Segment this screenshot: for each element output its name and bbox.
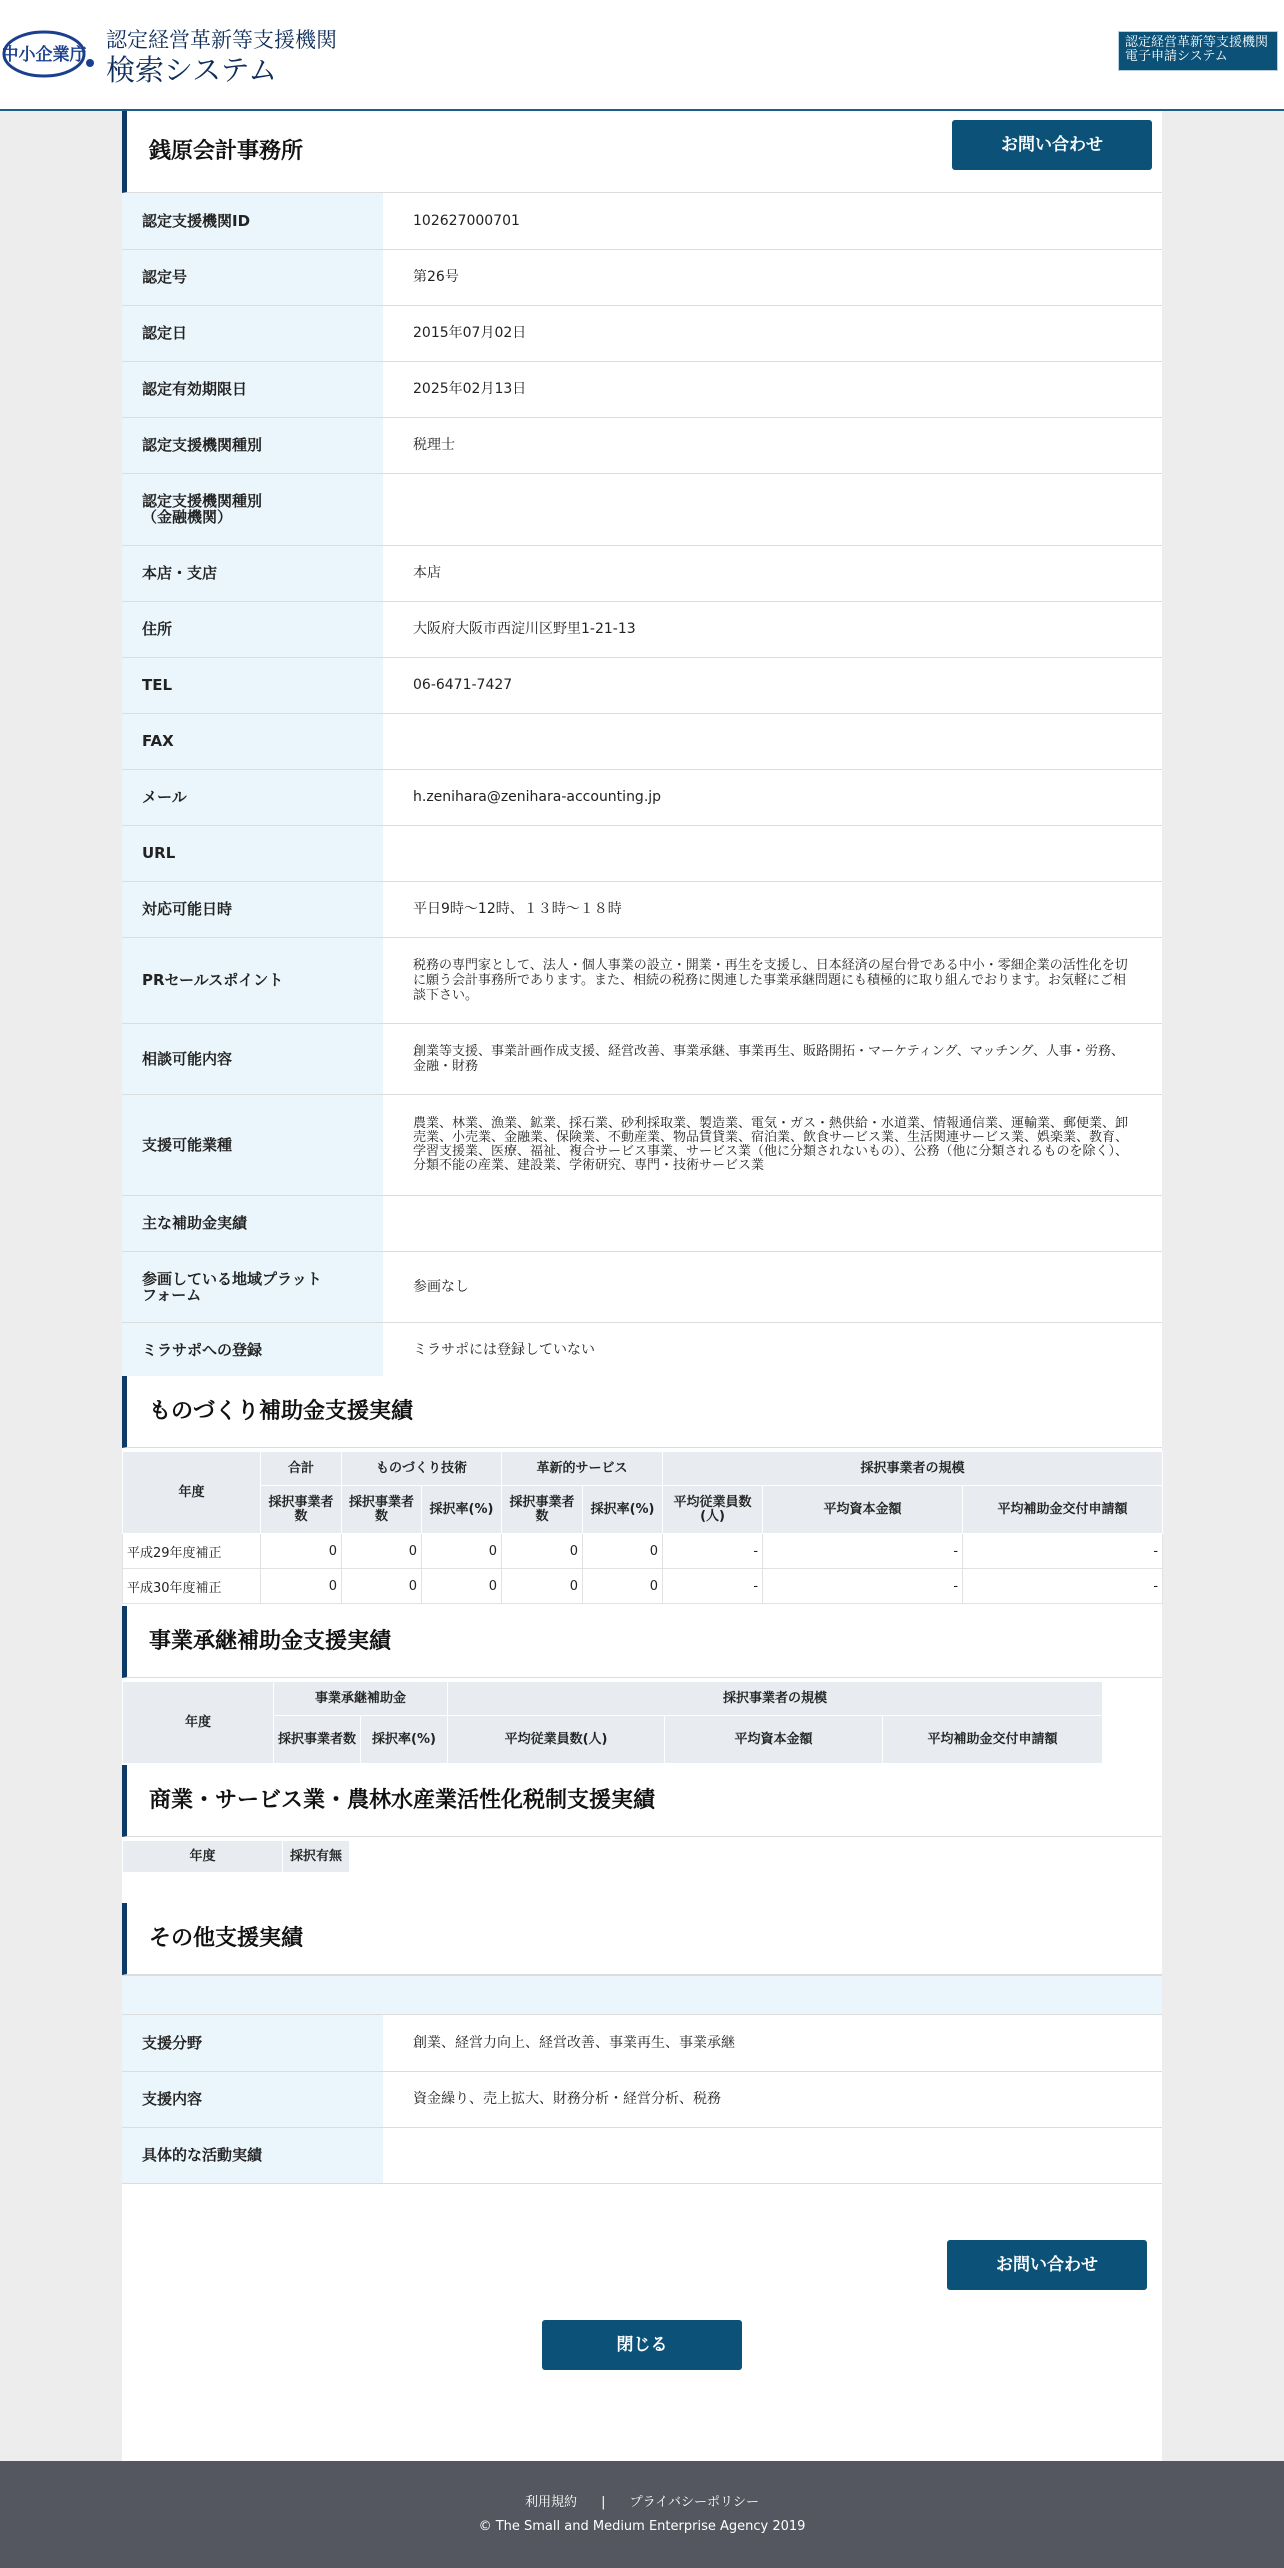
close-button[interactable]: 閉じる	[542, 2320, 742, 2370]
privacy-link[interactable]: プライバシーポリシー	[629, 2495, 760, 2510]
detail-row	[122, 1195, 1162, 1251]
detail-label: 認定有効期限日	[122, 361, 383, 417]
cell-year: 平成30年度補正	[123, 1569, 261, 1604]
cell: 0	[502, 1569, 583, 1604]
other-header	[122, 1903, 1162, 1975]
monozukuri-title: ものづくり補助金支援実績	[149, 1399, 414, 1424]
detail-value	[383, 2127, 1162, 2183]
jigyo-header	[122, 1606, 1162, 1678]
detail-value: 参画なし	[383, 1251, 1162, 1322]
contact-button-top[interactable]: お問い合わせ	[952, 120, 1152, 170]
col-rate: 採択率(%)	[422, 1486, 502, 1534]
detail-label: 支援分野	[122, 2015, 383, 2071]
zeisei-table	[122, 1840, 350, 1873]
e-application-line2: 電子申請システム	[1125, 49, 1228, 64]
site-title-main: 検索システム	[106, 53, 278, 87]
terms-link[interactable]: 利用規約	[524, 2495, 577, 2510]
details-table	[122, 193, 1162, 1379]
detail-label: 認定号	[122, 249, 383, 305]
detail-row	[122, 937, 1162, 1023]
other-spacer-row	[122, 1975, 1162, 2015]
cell: -	[963, 1569, 1163, 1604]
detail-label: メール	[122, 769, 383, 825]
col-capital: 平均資本金額	[665, 1716, 883, 1764]
detail-value: 創業等支援、事業計画作成支援、経営改善、事業承継、事業再生、販路開拓・マーケティング、マッチング、人事・労務、金融・財務	[383, 1023, 1162, 1094]
detail-label: 参画している地域プラット フォーム	[122, 1251, 383, 1322]
detail-row	[122, 2015, 1162, 2071]
detail-value: 第26号	[383, 249, 1162, 305]
col-employees: 平均従業員数(人)	[663, 1486, 763, 1534]
org-header	[122, 111, 1162, 193]
site-title[interactable]	[106, 28, 337, 88]
col-capital: 平均資本金額	[763, 1486, 963, 1534]
detail-row	[122, 657, 1162, 713]
table-row	[123, 1534, 1163, 1569]
col-count: 採択事業者数	[261, 1486, 342, 1534]
cell: -	[763, 1569, 963, 1604]
col-rate: 採択率(%)	[361, 1716, 448, 1764]
svg-text:中小企業庁: 中小企業庁	[2, 45, 87, 65]
jigyo-table	[122, 1681, 1103, 1764]
other-title: その他支援実績	[149, 1926, 304, 1951]
detail-value	[383, 473, 1162, 545]
detail-value: 大阪府大阪市西淀川区野里1-21-13	[383, 601, 1162, 657]
detail-row	[122, 1322, 1162, 1378]
other-table	[122, 2015, 1162, 2184]
detail-label: 認定日	[122, 305, 383, 361]
detail-value	[383, 825, 1162, 881]
col-group-scale: 採択事業者の規模	[448, 1682, 1103, 1716]
detail-label: 支援内容	[122, 2071, 383, 2127]
detail-label: 具体的な活動実績	[122, 2127, 383, 2183]
detail-label: 認定支援機関種別	[122, 417, 383, 473]
detail-row	[122, 2127, 1162, 2183]
detail-label: 相談可能内容	[122, 1023, 383, 1094]
detail-row	[122, 881, 1162, 937]
detail-value: 創業、経営力向上、経営改善、事業再生、事業承継	[383, 2015, 1162, 2071]
detail-value: 平日9時〜12時、１３時〜１８時	[383, 881, 1162, 937]
detail-label: 認定支援機関ID	[122, 193, 383, 249]
detail-value[interactable]: h.zenihara@zenihara-accounting.jp	[383, 769, 1162, 825]
cell: 0	[422, 1534, 502, 1569]
detail-label: 認定支援機関種別 （金融機関）	[122, 473, 383, 545]
detail-row	[122, 417, 1162, 473]
cell: 0	[583, 1534, 663, 1569]
detail-row	[122, 769, 1162, 825]
jigyo-title: 事業承継補助金支援実績	[149, 1629, 392, 1654]
detail-label: URL	[122, 825, 383, 881]
sme-agency-logo[interactable]	[2, 26, 94, 82]
cell: 0	[342, 1534, 422, 1569]
detail-label: 対応可能日時	[122, 881, 383, 937]
cell: -	[963, 1534, 1163, 1569]
detail-row	[122, 193, 1162, 249]
monozukuri-table	[122, 1451, 1163, 1604]
detail-value	[383, 713, 1162, 769]
detail-value	[383, 1195, 1162, 1251]
detail-label: PRセールスポイント	[122, 937, 383, 1023]
col-group-kakushin: 革新的サービス	[502, 1452, 663, 1486]
detail-value: 2025年02月13日	[383, 361, 1162, 417]
detail-row	[122, 601, 1162, 657]
detail-panel	[122, 111, 1162, 2461]
detail-row	[122, 473, 1162, 545]
e-application-line1: 認定経営革新等支援機関	[1125, 35, 1269, 50]
detail-row	[122, 249, 1162, 305]
detail-value: 税理士	[383, 417, 1162, 473]
site-header	[0, 0, 1284, 111]
footer-links	[0, 2495, 1284, 2511]
zeisei-header	[122, 1765, 1162, 1837]
cell: 0	[261, 1534, 342, 1569]
col-year: 年度	[123, 1682, 274, 1764]
detail-value: 本店	[383, 545, 1162, 601]
detail-label: ミラサポへの登録	[122, 1322, 383, 1378]
cell: 0	[583, 1569, 663, 1604]
detail-label: 支援可能業種	[122, 1094, 383, 1195]
detail-value: 06-6471-7427	[383, 657, 1162, 713]
detail-row	[122, 1023, 1162, 1094]
cell: 0	[422, 1569, 502, 1604]
site-title-sub: 認定経営革新等支援機関	[106, 28, 337, 52]
cell: -	[663, 1569, 763, 1604]
site-footer	[0, 2461, 1284, 2568]
detail-value: 資金繰り、売上拡大、財務分析・経営分析、税務	[383, 2071, 1162, 2127]
cell: 0	[342, 1569, 422, 1604]
col-count: 採択事業者数	[342, 1486, 422, 1534]
table-row	[123, 1569, 1163, 1604]
detail-row	[122, 361, 1162, 417]
copyright: © The Small and Medium Enterprise Agency 2019	[478, 2519, 806, 2534]
col-group-scale: 採択事業者の規模	[663, 1452, 1163, 1486]
detail-row	[122, 305, 1162, 361]
col-adopt: 採択有無	[283, 1841, 350, 1873]
detail-row	[122, 1251, 1162, 1322]
detail-label: 住所	[122, 601, 383, 657]
cell: -	[763, 1534, 963, 1569]
col-group-total: 合計	[261, 1452, 342, 1486]
org-name: 銭原会計事務所	[149, 139, 304, 164]
col-subsidy: 平均補助金交付申請額	[883, 1716, 1103, 1764]
col-year: 年度	[123, 1841, 283, 1873]
detail-row	[122, 713, 1162, 769]
detail-label: FAX	[122, 713, 383, 769]
zeisei-title: 商業・サービス業・農林水産業活性化税制支援実績	[149, 1788, 656, 1813]
detail-value: 税務の専門家として、法人・個人事業の設立・開業・再生を支援し、日本経済の屋台骨である中小・零細企業の活性化を切に願う会計事務所であります。また、相続の税務に関連した事業承継問題にも積極的に取り組んでおります。お気軽にご相談下さい。	[383, 937, 1162, 1023]
e-application-link[interactable]	[1118, 31, 1278, 71]
detail-row	[122, 545, 1162, 601]
detail-value: 農業、林業、漁業、鉱業、採石業、砂利採取業、製造業、電気・ガス・熱供給・水道業、情報通信業、運輸業、郵便業、卸売業、小売業、金融業、保険業、不動産業、物品賃貸業、宿泊業、飲食サービス業、生活関連サービス業、娯楽業、教育、学習支援業、医療、福祉、複合サービス事業、サービス業（他に分類されないもの）、公務（他に分類されるものを除く）、分類不能の産業、建設業、学術研究、専門・技術サービス業	[383, 1094, 1162, 1195]
col-rate: 採択率(%)	[583, 1486, 663, 1534]
col-year: 年度	[123, 1452, 261, 1534]
contact-button-bottom[interactable]: お問い合わせ	[947, 2240, 1147, 2290]
col-count: 採択事業者数	[274, 1716, 361, 1764]
detail-value: 2015年07月02日	[383, 305, 1162, 361]
detail-row	[122, 2071, 1162, 2127]
col-group-monozukuri: ものづくり技術	[342, 1452, 502, 1486]
footer-separator: |	[601, 2495, 606, 2510]
detail-label: TEL	[122, 657, 383, 713]
detail-value: 102627000701	[383, 193, 1162, 249]
cell-year: 平成29年度補正	[123, 1534, 261, 1569]
col-group-subsidy: 事業承継補助金	[274, 1682, 448, 1716]
col-employees: 平均従業員数(人)	[448, 1716, 665, 1764]
cell: -	[663, 1534, 763, 1569]
cell: 0	[261, 1569, 342, 1604]
detail-value: ミラサポには登録していない	[383, 1322, 1162, 1378]
cell: 0	[502, 1534, 583, 1569]
detail-label: 本店・支店	[122, 545, 383, 601]
monozukuri-header	[122, 1376, 1162, 1448]
detail-row	[122, 825, 1162, 881]
detail-row	[122, 1094, 1162, 1195]
detail-label: 主な補助金実績	[122, 1195, 383, 1251]
col-count: 採択事業者数	[502, 1486, 583, 1534]
col-subsidy: 平均補助金交付申請額	[963, 1486, 1163, 1534]
